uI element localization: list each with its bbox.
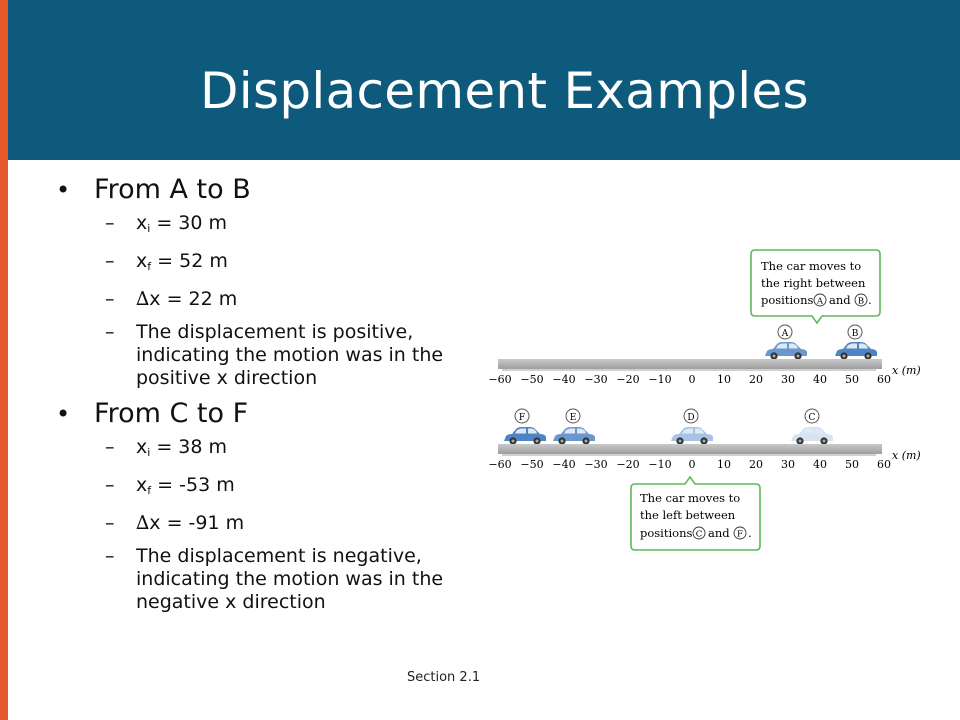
top-axis-label: x (m)	[892, 364, 921, 377]
axis-tick-label: −20	[616, 458, 640, 471]
callout-top-line-1: The car moves to	[761, 259, 862, 273]
axis-tick-label: 50	[845, 458, 859, 471]
displacement-figure	[484, 240, 960, 570]
bottom-marker-e: E	[569, 413, 577, 423]
example-cf-initial-position: – $x_i = 38$ m	[105, 436, 228, 459]
example-cf	[56, 396, 476, 624]
dash-marker: –	[105, 212, 115, 234]
callout-marker-c: C	[695, 529, 703, 540]
marker-a-label: A	[816, 296, 824, 307]
bottom-marker-f: F	[518, 413, 526, 423]
dash-marker: –	[105, 436, 115, 458]
axis-tick-label: 30	[781, 458, 795, 471]
dash-marker: –	[105, 512, 115, 534]
example-cf-final-position: – $x_f = -53$ m	[105, 474, 235, 497]
car-b-icon	[835, 342, 877, 360]
callout-bottom-and: and	[708, 526, 730, 540]
top-axis-ticks	[488, 373, 891, 386]
top-marker-b: B	[851, 329, 859, 339]
callout-top-period: .	[868, 293, 872, 307]
example-ab-initial-position: – $x_i = 30$ m	[105, 212, 228, 235]
dash-marker: –	[105, 545, 115, 567]
example-cf-displacement: – ∆x = -91 m	[105, 512, 245, 534]
car-d-icon	[671, 427, 713, 445]
callout-bottom-line-1: The car moves to	[640, 491, 741, 505]
bottom-axis-label: x (m)	[892, 449, 921, 462]
dash-marker: –	[105, 288, 115, 310]
top-road	[498, 359, 882, 369]
car-f-icon	[504, 427, 546, 445]
bottom-axis-ticks	[488, 458, 891, 471]
slide-footer: Section 2.1	[407, 670, 481, 685]
callout-marker-f: F	[737, 529, 743, 540]
example-ab-heading: • From A to B	[56, 172, 476, 212]
example-ab-final-position: – $x_f = 52$ m	[105, 250, 228, 273]
axis-tick-label: −20	[616, 373, 640, 386]
axis-tick-label: 50	[845, 373, 859, 386]
top-marker-a: A	[781, 329, 789, 339]
axis-tick-label: −60	[488, 373, 512, 386]
axis-tick-label: 0	[688, 373, 696, 386]
car-e-icon	[553, 427, 595, 445]
bottom-position-markers	[515, 409, 819, 423]
dash-marker: –	[105, 250, 115, 272]
axis-tick-label: 40	[813, 373, 827, 386]
example-ab-displacement: – ∆x = 22 m	[105, 288, 238, 310]
axis-tick-label: 60	[877, 373, 891, 386]
bottom-marker-d: D	[687, 413, 695, 423]
example-ab	[56, 172, 476, 400]
axis-tick-label: −10	[648, 458, 672, 471]
callout-bottom	[631, 477, 760, 550]
bottom-marker-c: C	[808, 413, 816, 423]
callout-bottom-line-2: the left between	[640, 508, 736, 522]
dash-marker: –	[105, 474, 115, 496]
callout-bottom-period: .	[748, 526, 752, 540]
dash-marker: –	[105, 321, 115, 343]
axis-tick-label: −30	[584, 373, 608, 386]
car-a-icon	[765, 342, 807, 360]
axis-tick-label: −50	[520, 458, 544, 471]
slide-title: Displacement Examples	[200, 62, 809, 120]
axis-tick-label: −10	[648, 373, 672, 386]
callout-top-and: and	[829, 293, 851, 307]
axis-tick-label: −60	[488, 458, 512, 471]
callout-top	[751, 250, 880, 323]
left-accent-bar	[0, 0, 8, 720]
example-ab-note: – The displacement is positive, indicating the motion was in the positive x direction	[105, 321, 444, 389]
axis-tick-label: 60	[877, 458, 891, 471]
example-cf-note: – The displacement is negative, indicating the motion was in the negative x direction	[105, 545, 444, 613]
axis-tick-label: −40	[552, 458, 576, 471]
axis-tick-label: −40	[552, 373, 576, 386]
axis-tick-label: 20	[749, 458, 763, 471]
marker-b-label: B	[857, 296, 865, 307]
callout-bottom-line-3a: positions	[640, 526, 693, 540]
example-cf-heading: • From C to F	[56, 396, 476, 436]
axis-tick-label: 20	[749, 373, 763, 386]
axis-tick-label: −30	[584, 458, 608, 471]
axis-tick-label: 10	[717, 458, 731, 471]
axis-tick-label: 30	[781, 373, 795, 386]
axis-tick-label: 40	[813, 458, 827, 471]
callout-top-line-2: the right between	[761, 276, 866, 290]
axis-tick-label: 0	[688, 458, 696, 471]
top-position-markers	[778, 325, 862, 339]
car-c-icon	[791, 427, 833, 445]
axis-tick-label: −50	[520, 373, 544, 386]
bottom-road	[498, 444, 882, 454]
axis-tick-label: 10	[717, 373, 731, 386]
callout-top-line-3a: positions	[761, 293, 814, 307]
